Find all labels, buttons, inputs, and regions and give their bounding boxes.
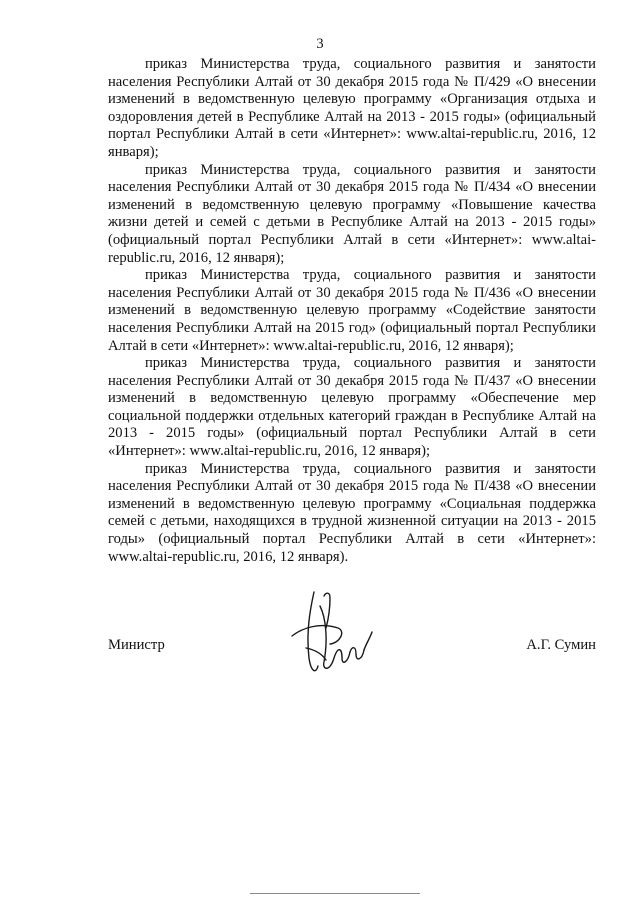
footer-rule [250, 893, 420, 894]
signer-title: Министр [108, 637, 165, 653]
order-item-p436: приказ Министерства труда, социального развития и занятости населения Республики Алтай от 30 декабря 2015 года № П/436 «О внесении изменений в ведомственную целевую программу «Содействие занятости населения Республики Алтай на 2015 год» (официальный портал Республики Алтай в сети «Интернет»: www.altai-republic.ru, 2016, 12 января); [108, 267, 596, 354]
handwritten-signature [280, 588, 376, 678]
order-item-p438: приказ Министерства труда, социального развития и занятости населения Республики Алтай от 30 декабря 2015 года № П/438 «О внесении изменений в ведомственную целевую программу «Социальная поддержка семей с детьми, находящихся в трудной жизненной ситуации на 2013 - 2015 годы» (официальный портал Республики Алтай в сети «Интернет»: www.altai-republic.ru, 2016, 12 января). [108, 460, 596, 565]
order-item-p434: приказ Министерства труда, социального развития и занятости населения Республики Алтай от 30 декабря 2015 года № П/434 «О внесении изменений в ведомственную целевую программу «Повышение качества жизни детей и семей с детьми в Республике Алтай на 2013 - 2015 годы» (официальный портал Республики Алтай в сети «Интернет»: www.altai-republic.ru, 2016, 12 января); [108, 161, 596, 266]
order-item-p429: приказ Министерства труда, социального развития и занятости населения Республики Алтай от 30 декабря 2015 года № П/429 «О внесении изменений в ведомственную целевую программу «Организация отдыха и оздоровления детей в Республике Алтай на 2013 - 2015 годы» (официальный портал Республики Алтай в сети «Интернет»: www.altai-republic.ru, 2016, 12 января); [108, 56, 596, 160]
signature-block [108, 588, 596, 678]
document-body [108, 56, 596, 566]
page-number: 3 [316, 36, 324, 52]
signer-name: А.Г. Сумин [526, 637, 596, 653]
order-item-p437: приказ Министерства труда, социального развития и занятости населения Республики Алтай от 30 декабря 2015 года № П/437 «О внесении изменений в ведомственную целевую программу «Обеспечение мер социальной поддержки отдельных категорий граждан в Республике Алтай на 2013 - 2015 годы» (официальный портал Республики Алтай в сети «Интернет»: www.altai-republic.ru, 2016, 12 января); [108, 355, 596, 460]
